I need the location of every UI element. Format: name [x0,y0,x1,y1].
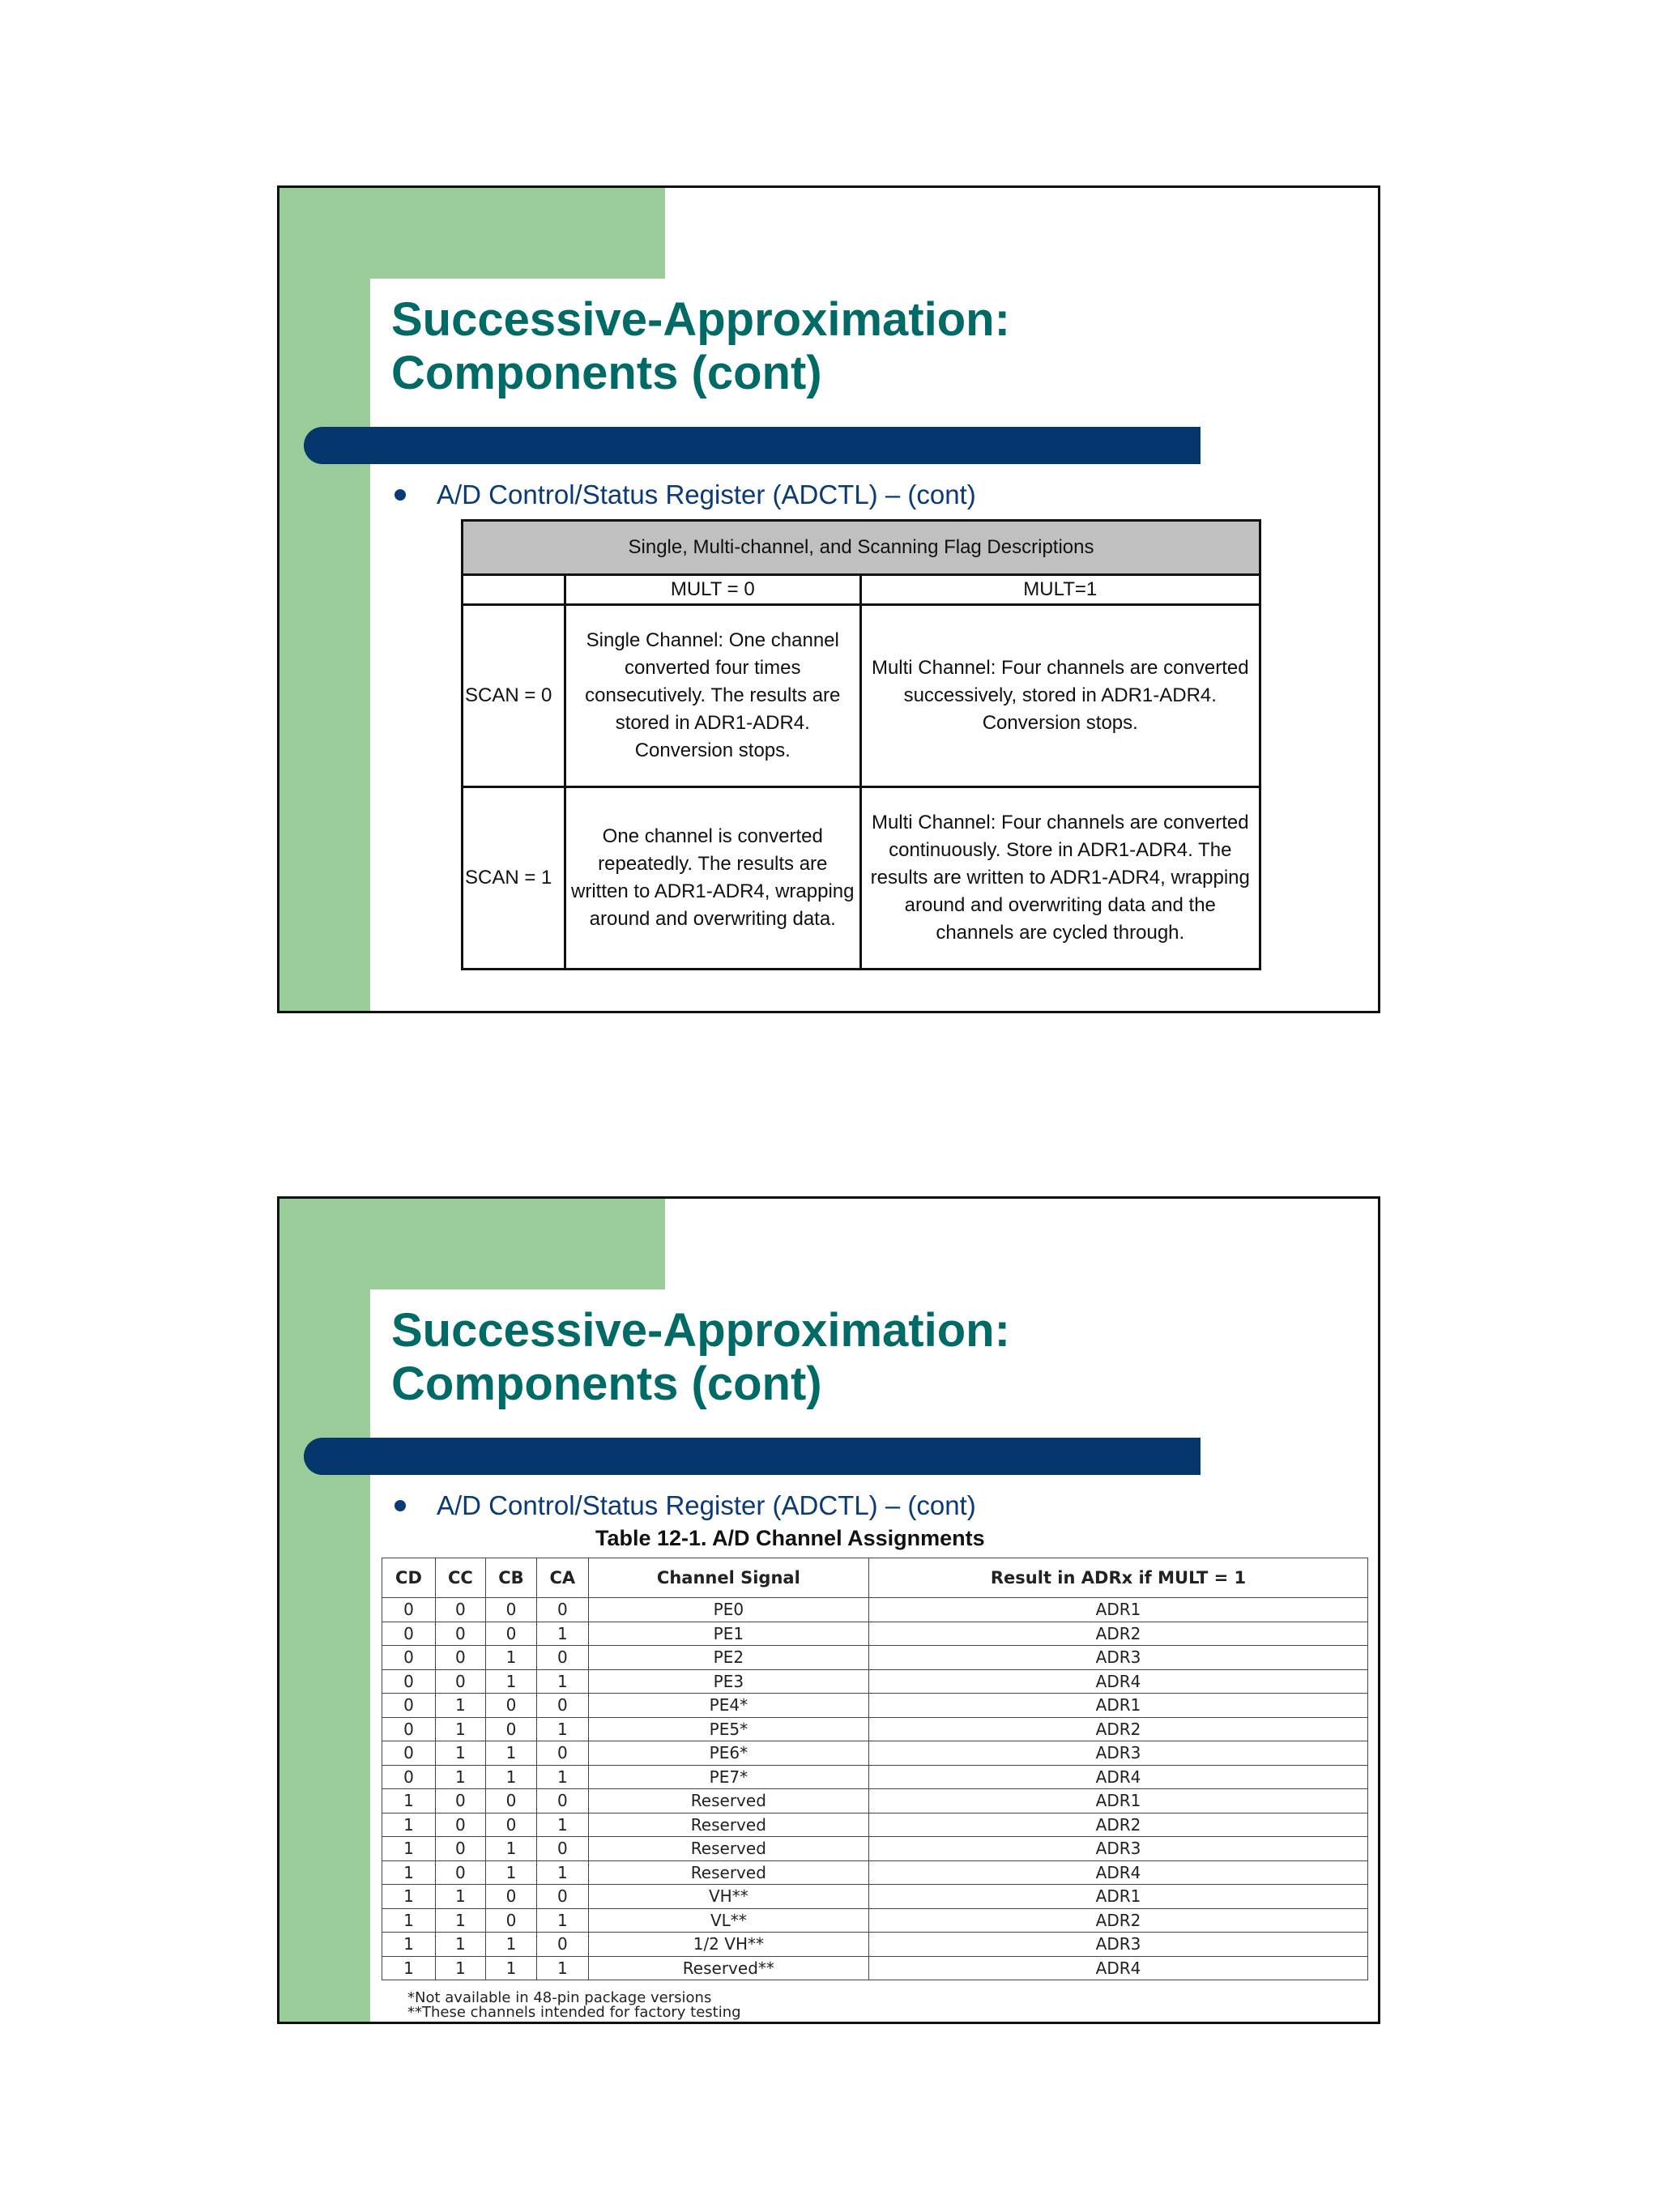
table-row [382,1765,1368,1789]
table-cell: 0 [435,1813,485,1837]
table-body [382,1598,1368,1980]
table-cell: 1 [435,1933,485,1957]
table-cell: 1 [485,1741,536,1766]
table-cell: ADR2 [869,1813,1368,1837]
table-cell: ADR2 [869,1717,1368,1741]
table-cell: 1 [485,1765,536,1789]
channel-assignments-table [382,1558,1368,1980]
table-cell: ADR1 [869,1598,1368,1622]
table-cell: VH** [588,1885,868,1909]
table-cell: PE3 [588,1669,868,1694]
table-cell: 1 [435,1885,485,1909]
table-cell: 1 [382,1933,436,1957]
corner-cell [463,575,565,605]
table-row [382,1860,1368,1885]
column-header: CA [537,1558,589,1598]
table-cell: ADR2 [869,1908,1368,1933]
title-underline-bar [304,427,1201,464]
table-cell: 1 [435,1765,485,1789]
table-cell: 1 [435,1741,485,1766]
table-cell: 0 [435,1622,485,1646]
column-header: CD [382,1558,436,1598]
table-row [382,1789,1368,1813]
table-row [382,1622,1368,1646]
table-row [382,1908,1368,1933]
cell-scan0-mult1: Multi Channel: Four channels are converted successively, stored in ADR1-ADR4. Conversion stops. [860,605,1260,787]
table-cell: ADR3 [869,1646,1368,1670]
table-cell: 0 [537,1837,589,1861]
table-cell: ADR3 [869,1933,1368,1957]
footnote-2: **These channels intended for factory testing [407,2004,741,2021]
bullet-dot-icon [394,489,406,501]
table-cell: 1/2 VH** [588,1933,868,1957]
table-cell: 0 [382,1669,436,1694]
title-line-1: Successive-Approximation: [391,293,1010,346]
green-accent-bar [279,1199,370,2022]
table-cell: 1 [485,1933,536,1957]
table-cell: 0 [435,1598,485,1622]
table-cell: 1 [435,1956,485,1980]
table-cell: Reserved** [588,1956,868,1980]
table-cell: 1 [382,1789,436,1813]
table-cell: PE0 [588,1598,868,1622]
table-cell: PE4* [588,1694,868,1718]
table-cell: 1 [485,1837,536,1861]
green-accent-bar [279,188,370,1011]
table-cell: 0 [382,1741,436,1766]
table-cell: ADR3 [869,1741,1368,1766]
col-header-mult0: MULT = 0 [565,575,861,605]
table-cell: ADR1 [869,1694,1368,1718]
table-row [382,1837,1368,1861]
title-line-1: Successive-Approximation: [391,1304,1010,1357]
table-cell: 1 [537,1669,589,1694]
cell-scan0-mult0: Single Channel: One channel converted four times consecutively. The results are stored in ADR1-ADR4. Conversion stops. [565,605,861,787]
bullet-dot-icon [394,1500,406,1511]
table-cell: 1 [485,1646,536,1670]
table-cell: 1 [537,1956,589,1980]
channel-table-title: Table 12-1. A/D Channel Assignments [595,1526,985,1550]
table-cell: 0 [485,1717,536,1741]
table-cell: ADR4 [869,1765,1368,1789]
table-cell: PE2 [588,1646,868,1670]
table-cell: 1 [435,1908,485,1933]
footnote-1: *Not available in 48-pin package versions [407,1989,712,2006]
table-cell: ADR2 [869,1622,1368,1646]
column-header: CB [485,1558,536,1598]
table-cell: ADR3 [869,1837,1368,1861]
slide-2 [277,1196,1380,2024]
flag-descriptions-table [461,519,1261,970]
column-header: Channel Signal [588,1558,868,1598]
table-cell: 1 [382,1813,436,1837]
table-cell: 1 [537,1860,589,1885]
table-cell: Reserved [588,1860,868,1885]
table-row [382,1956,1368,1980]
table-cell: 0 [435,1860,485,1885]
table-row [382,1598,1368,1622]
table-cell: 0 [382,1598,436,1622]
table-cell: 1 [485,1860,536,1885]
bullet-text: A/D Control/Status Register (ADCTL) – (cont) [437,479,976,509]
title-line-2: Components (cont) [391,347,822,399]
title-underline-bar [304,1438,1201,1475]
bullet-item [391,1490,976,1521]
table-cell: 0 [485,1885,536,1909]
table-cell: PE7* [588,1765,868,1789]
table-cell: PE5* [588,1717,868,1741]
row-label-scan1: SCAN = 1 [463,787,565,970]
table-cell: 1 [382,1885,436,1909]
table-row [382,1694,1368,1718]
table-cell: 0 [537,1933,589,1957]
table-cell: PE6* [588,1741,868,1766]
table-caption: Single, Multi-channel, and Scanning Flag Descriptions [463,521,1260,575]
cell-scan1-mult1: Multi Channel: Four channels are converted continuously. Store in ADR1-ADR4. The results are written to ADR1-ADR4, wrapping around and overwriting data and the channels are cycled through. [860,787,1260,970]
table-cell: ADR1 [869,1789,1368,1813]
table-cell: 0 [537,1885,589,1909]
table-cell: 1 [435,1694,485,1718]
table-cell: 0 [382,1765,436,1789]
table-cell: 1 [382,1908,436,1933]
table-cell: 0 [382,1646,436,1670]
table-cell: Reserved [588,1789,868,1813]
table-cell: PE1 [588,1622,868,1646]
table-cell: 0 [485,1694,536,1718]
table-cell: 0 [537,1789,589,1813]
table-cell: 1 [435,1717,485,1741]
slide-title [391,1304,1010,1411]
table-cell: 1 [382,1860,436,1885]
table-cell: 0 [435,1646,485,1670]
table-cell: 1 [485,1956,536,1980]
table-cell: 0 [485,1598,536,1622]
table-row [382,1885,1368,1909]
bullet-text: A/D Control/Status Register (ADCTL) – (cont) [437,1490,976,1520]
column-header: CC [435,1558,485,1598]
bullet-item [391,479,976,510]
table-cell: 0 [485,1908,536,1933]
table-cell: 0 [537,1694,589,1718]
table-cell: 1 [485,1669,536,1694]
table-row [382,1741,1368,1766]
table-header-row [382,1558,1368,1598]
table-cell: 0 [485,1813,536,1837]
column-header: Result in ADRx if MULT = 1 [869,1558,1368,1598]
table-cell: ADR4 [869,1860,1368,1885]
table-cell: 0 [435,1789,485,1813]
col-header-mult1: MULT=1 [860,575,1260,605]
table-row [382,1813,1368,1837]
table-cell: 0 [382,1622,436,1646]
table-cell: 0 [435,1837,485,1861]
table-row [382,1933,1368,1957]
table-cell: 1 [537,1717,589,1741]
table-cell: 0 [382,1694,436,1718]
table-cell: ADR1 [869,1885,1368,1909]
table-cell: 0 [537,1598,589,1622]
slide-title [391,293,1010,400]
table-cell: 1 [537,1908,589,1933]
cell-scan1-mult0: One channel is converted repeatedly. The results are written to ADR1-ADR4, wrapping around and overwriting data. [565,787,861,970]
table-cell: 1 [537,1765,589,1789]
title-line-2: Components (cont) [391,1357,822,1410]
table-row [382,1646,1368,1670]
table-cell: 0 [537,1741,589,1766]
table-cell: 1 [382,1837,436,1861]
table-cell: 0 [537,1646,589,1670]
table-cell: ADR4 [869,1956,1368,1980]
table-cell: 1 [537,1622,589,1646]
table-cell: 0 [382,1717,436,1741]
table-cell: Reserved [588,1813,868,1837]
table-row [382,1669,1368,1694]
table-cell: 0 [485,1789,536,1813]
table-cell: 0 [485,1622,536,1646]
row-label-scan0: SCAN = 0 [463,605,565,787]
table-row [382,1717,1368,1741]
table-cell: 1 [382,1956,436,1980]
table-cell: ADR4 [869,1669,1368,1694]
table-footnotes [407,1991,741,2020]
table-cell: 1 [537,1813,589,1837]
slide-1 [277,185,1380,1013]
table-cell: VL** [588,1908,868,1933]
table-cell: Reserved [588,1837,868,1861]
table-cell: 0 [435,1669,485,1694]
